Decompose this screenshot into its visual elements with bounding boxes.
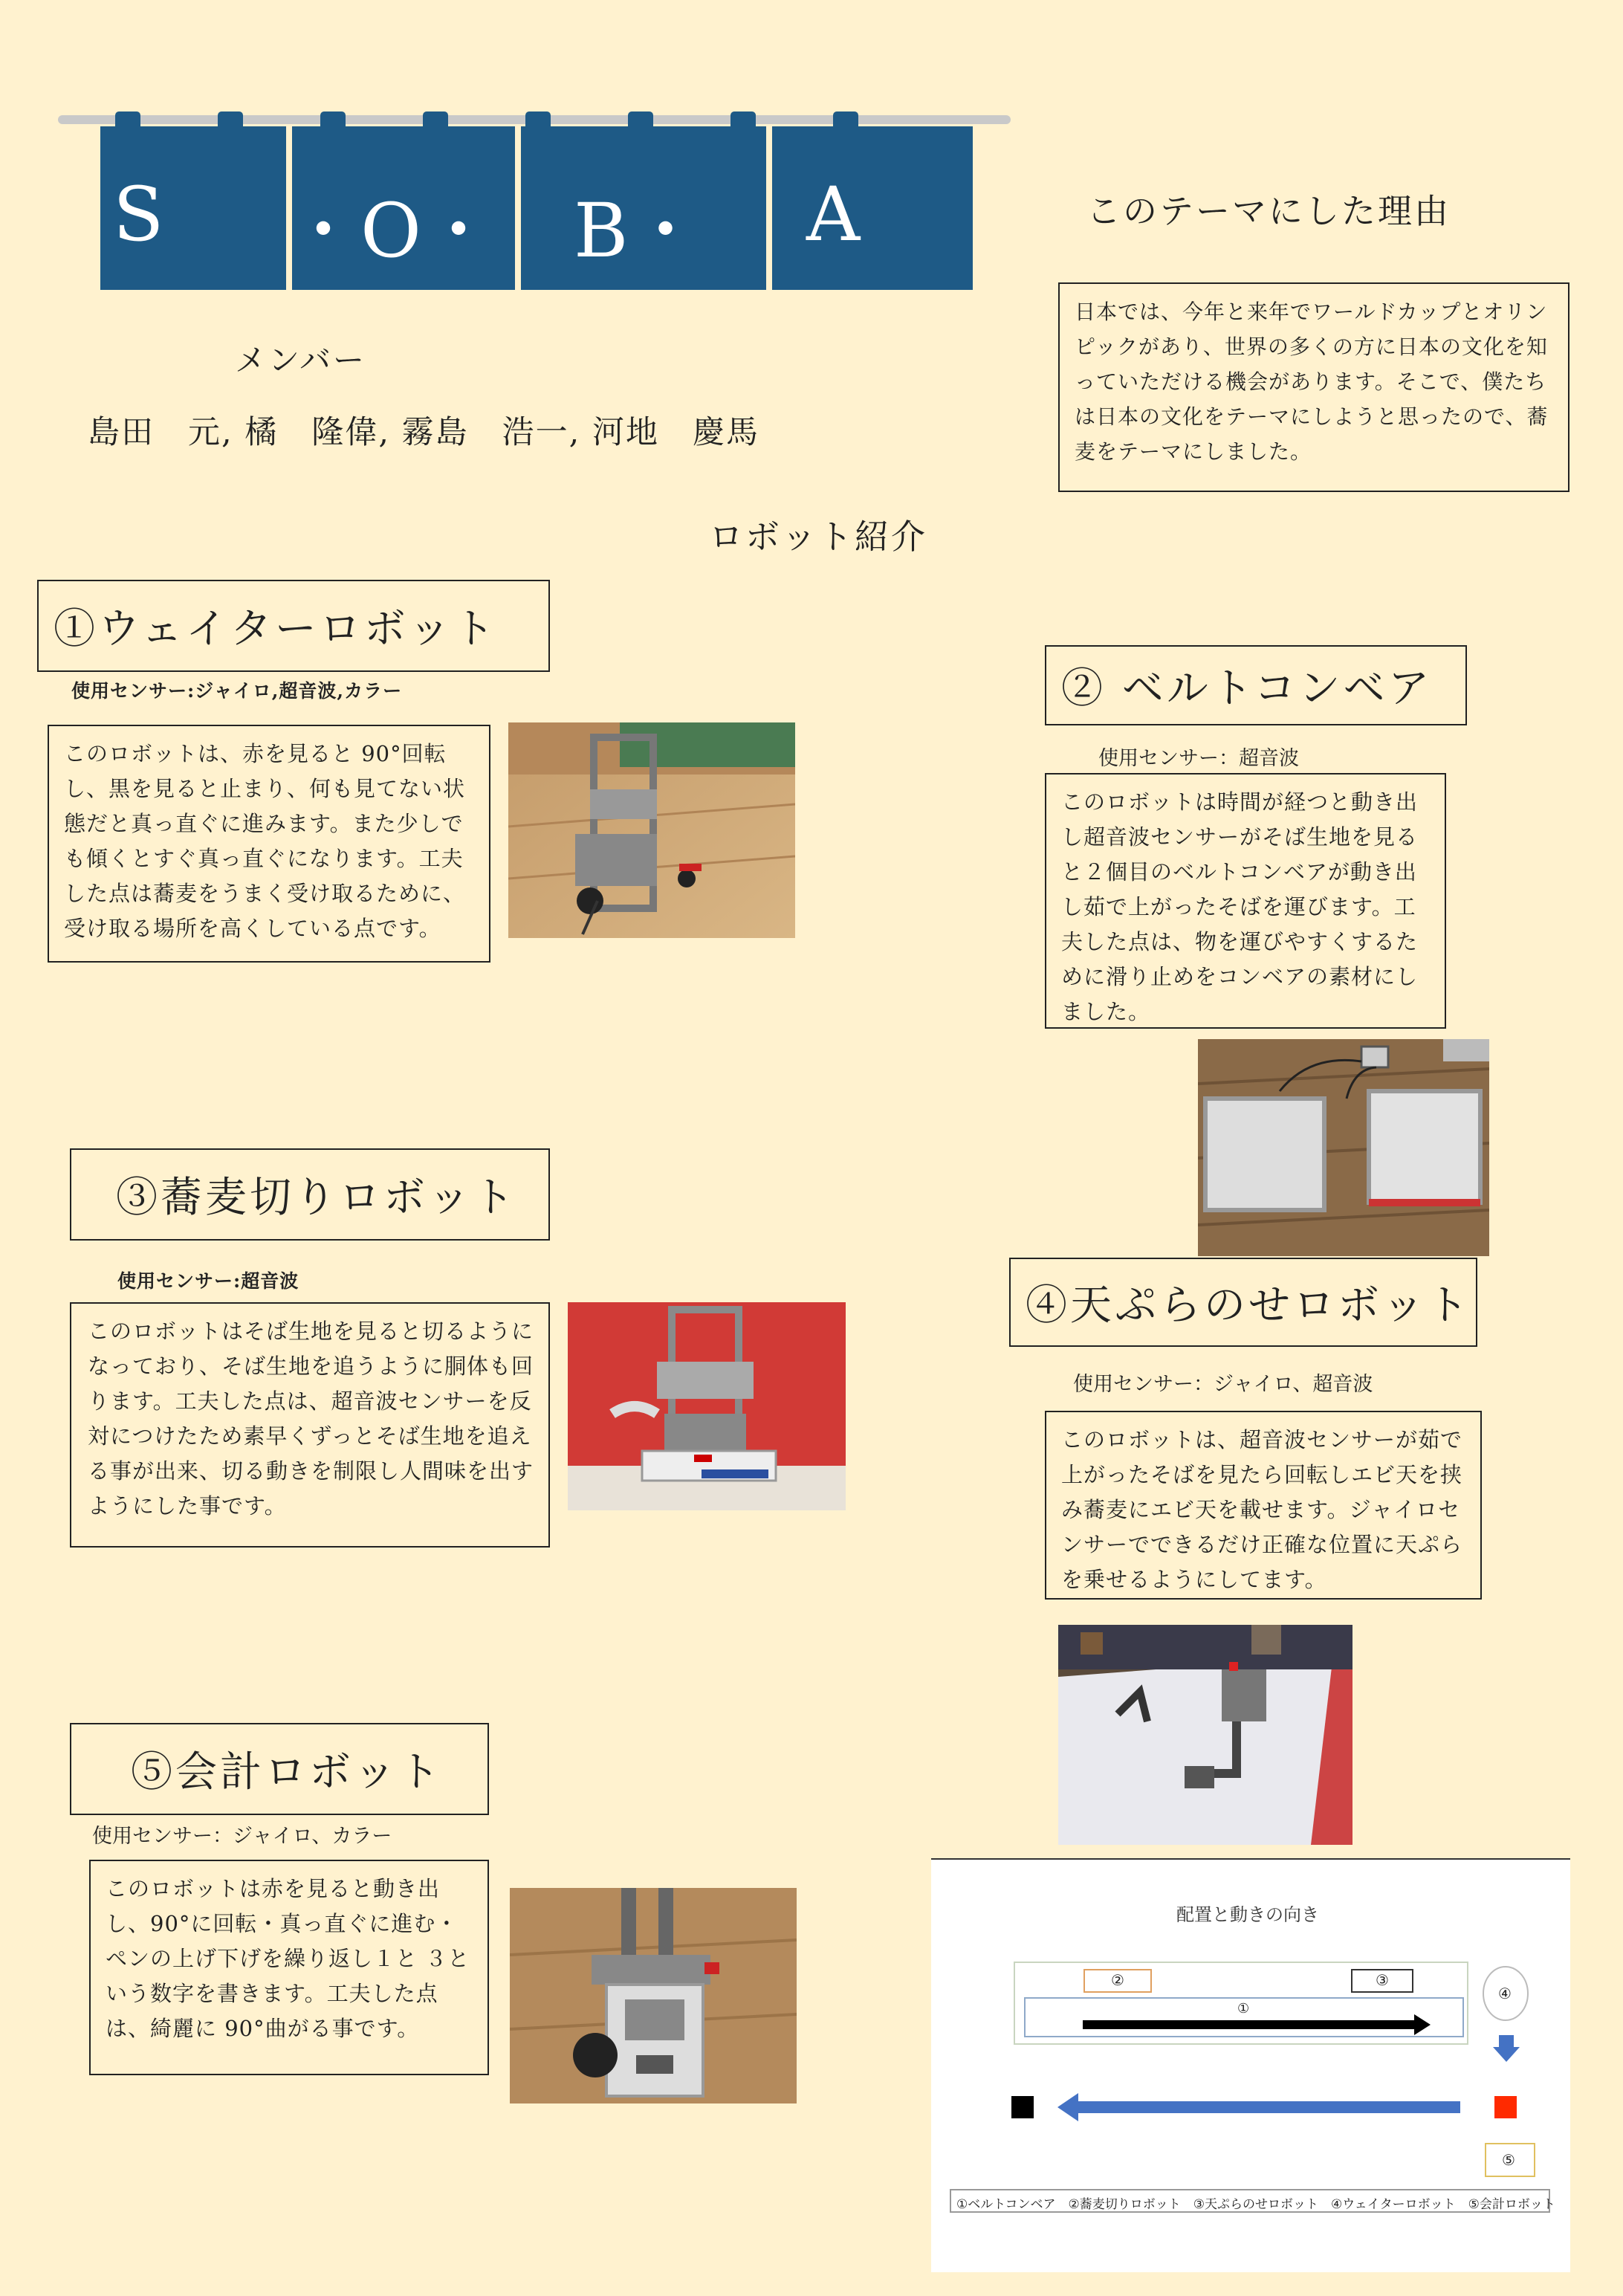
robot1-photo (508, 722, 795, 938)
diagram-legend: ①ベルトコンベア ②蕎麦切りロボット ③天ぷらのせロボット ④ウェイターロボット ⑤会計ロボット (956, 2197, 1555, 2212)
conveyor-arrow-head (1414, 2014, 1431, 2035)
marker-3: ③ (1376, 1971, 1389, 1989)
diagram-title: 配置と動きの向き (1176, 1904, 1319, 1925)
members-label: メンバー (235, 342, 367, 378)
robot2-title: ② ベルトコンベア (1045, 645, 1467, 725)
layout-diagram (931, 1858, 1570, 2272)
marker-5: ⑤ (1502, 2151, 1515, 2169)
return-arrow-head (1057, 2093, 1078, 2121)
banner-letter: B・ (574, 187, 703, 274)
black-square (1011, 2096, 1034, 2118)
robot1-text: このロボットは、赤を見ると 90°回転し、黒を見ると止まり、何も見てない状態だと真っ直ぐに進みます。また少しでも傾くとすぐ真っ直ぐになります。工夫した点は蕎麦をうまく受け取るために、受け取る場所を高くしている点です。 (48, 725, 490, 963)
robot3-sensor: 使用センサー:超音波 (117, 1270, 299, 1292)
robot5-photo (510, 1888, 797, 2103)
robot3-photo (568, 1302, 846, 1510)
banner-letter: ・O・ (286, 187, 496, 274)
robot3-text: このロボットはそば生地を見ると切るようになっており、そば生地を追うように胴体も回ります。工夫した点は、超音波センサーを反対につけたため素早くずっとそば生地を追える事が出来、切る動きを制限し人間味を出すようにした事です。 (70, 1302, 550, 1548)
robot4-photo (1058, 1625, 1352, 1845)
members-names: 島田 元, 橘 隆偉, 霧島 浩一, 河地 慶馬 (88, 414, 760, 451)
robot4-title: ④天ぷらのせロボット (1009, 1258, 1477, 1347)
down-arrow-shaft (1499, 2035, 1514, 2048)
marker-2: ② (1111, 1971, 1124, 1989)
marker-4: ④ (1498, 1985, 1512, 2002)
robot5-title: ⑤会計ロボット (70, 1723, 489, 1815)
robot3-title: ③蕎麦切りロボット (70, 1148, 550, 1241)
robot1-title: ①ウェイターロボット (37, 580, 550, 672)
reason-text: 日本では、今年と来年でワールドカップとオリンピックがあり、世界の多くの方に日本の文化を知っていただける機会があります。そこで、僕たちは日本の文化をテーマにしようと思ったので、蕎麦をテーマにしました。 (1058, 282, 1569, 492)
robot4-sensor: 使用センサー：ジャイロ、超音波 (1073, 1373, 1373, 1396)
robot5-text: このロボットは赤を見ると動き出し、90°に回転・真っ直ぐに進む・ペンの上げ下げを繰り返し１と ３という数字を書きます。工夫した点は、綺麗に 90°曲がる事です。 (89, 1860, 489, 2075)
robot2-photo (1198, 1039, 1489, 1256)
noren-panel (772, 126, 973, 290)
banner-letter: S (113, 171, 164, 258)
red-square (1494, 2096, 1517, 2118)
robot2-sensor: 使用センサー：超音波 (1098, 747, 1299, 770)
marker-1: ① (1237, 2001, 1250, 2017)
down-arrow-head (1493, 2047, 1520, 2062)
robot-intro-title: ロボット紹介 (709, 517, 927, 557)
robot5-sensor: 使用センサー：ジャイロ、カラー (92, 1825, 392, 1848)
banner-letter: A (806, 171, 861, 258)
robot4-text: このロボットは、超音波センサーが茹で上がったそばを見たら回転しエビ天を挟み蕎麦にエビ天を載せます。ジャイロセンサーでできるだけ正確な位置に天ぷらを乗せるようにしてます。 (1045, 1411, 1482, 1600)
robot2-text: このロボットは時間が経つと動き出し超音波センサーがそば生地を見ると２個目のベルトコンベアが動き出し茹で上がったそばを運びます。工夫した点は、物を運びやすくするために滑り止めをコンベアの素材にしました。 (1045, 773, 1446, 1029)
reason-title: このテーマにした理由 (1086, 191, 1451, 231)
robot1-sensor: 使用センサー:ジャイロ,超音波,カラー (71, 680, 403, 702)
